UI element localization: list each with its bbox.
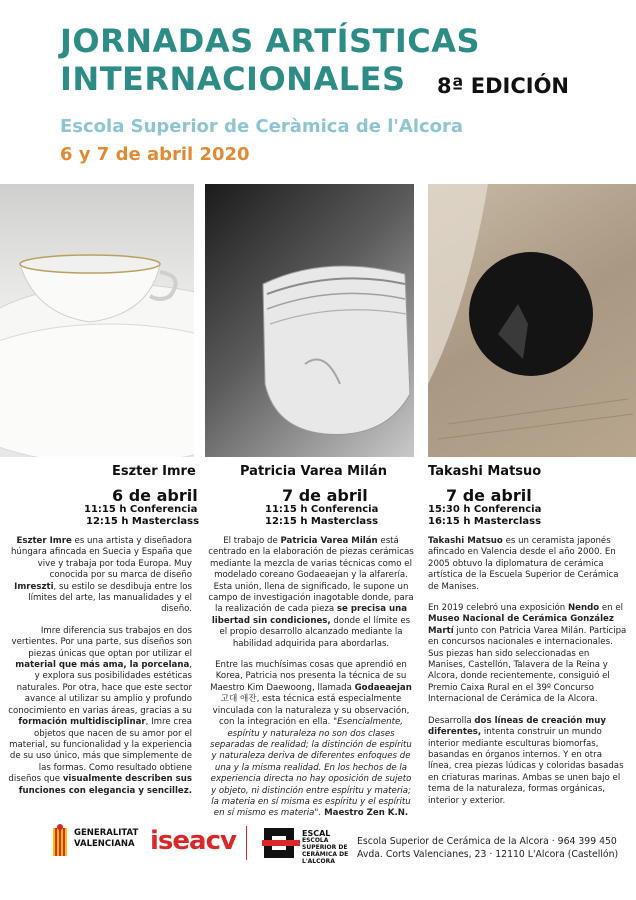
bio-bold: material que más ama, la porcelana	[15, 660, 190, 671]
bio-text: Imre diferencia sus trabajos en dos vertientes. Por una parte, sus diseños son piezas únicas que optan por utilizar el	[11, 625, 192, 659]
generalitat-logo-icon	[50, 824, 70, 860]
footer-address-line-2: Avda. Corts Valencianes, 23 · 12110 L'Alcora (Castellón)	[357, 849, 619, 860]
bio-bold: se precisa una libertad sin condiciones,	[211, 604, 408, 626]
artist-name-1: Eszter Imre	[112, 464, 196, 479]
escal-logo-icon	[262, 826, 300, 860]
bio-text: es una artista y diseñadora húngara afincada en Suecia y España que vive y trabaja por toda Europa. Muy conocida por su marca de diseño	[10, 536, 192, 581]
escal-title: ESCAL	[302, 829, 331, 838]
artist-3-bio	[428, 536, 628, 817]
artist-1-bio-paragraph-2	[8, 626, 192, 797]
generalitat-line-1: GENERALITAT	[74, 828, 139, 838]
bio-bold: Godaeaejan	[354, 682, 412, 693]
bio-text: Desarrolla	[428, 715, 475, 726]
generalitat-logo-text	[74, 828, 138, 850]
bio-bold: Nendo	[567, 603, 600, 614]
artist-date-2: 7 de abril	[282, 486, 368, 505]
bio-bold: Maestro Zen K.N.	[321, 808, 409, 819]
artist-3-session-1: 15:30 h Conferencia	[428, 504, 542, 515]
bio-bold: Imreszti	[14, 581, 54, 592]
bio-bold: Eszter Imre	[16, 536, 72, 546]
event-dates: 6 y 7 de abril 2020	[60, 144, 250, 165]
photo-sculpture-hole	[428, 184, 636, 457]
bio-text: es un ceramista japonés afincado en Valencia desde el año 2000. En 2005 obtuvo la diplomatura de cerámica artística de la Escuela Superior de Cerámica de Manises.	[428, 536, 619, 592]
sculpture-image	[428, 184, 636, 457]
artist-3-session-2: 16:15 h Masterclass	[428, 516, 542, 527]
footer-divider	[246, 826, 247, 860]
zen-quote: "Esencialmente, espíritu y naturaleza no son dos clases separadas de realidad; la distinción de espíritu y naturaleza deriva de diferentes enfoques de una y la misma realidad. En los hechos de la experiencia directa no hay oposición de sujeto y objeto, ni distinción entre espíritu y materia; la materia en sí misma es espíritu y el espíritu en sí mismo es materia".	[210, 717, 412, 819]
artist-2-session-1: 11:15 h Conferencia	[265, 504, 379, 515]
escal-subtitle: ESCOLA SUPERIOR DE CERÀMICA DE L'ALCORA	[302, 837, 349, 865]
artist-3-bio-paragraph-1	[428, 536, 628, 593]
bio-bold: dos líneas de creación muy diferentes,	[428, 715, 606, 738]
white-bowl-image	[205, 184, 414, 457]
artist-name-3: Takashi Matsuo	[428, 464, 542, 479]
bio-text: , Imre crea objetos que nacen de su amor por el material, su funcionalidad y la experiencia de su uso único, más que simplemente de las formas. Como resultado obtiene diseños que	[8, 717, 192, 785]
artist-1-session-2: 12:15 h Masterclass	[86, 516, 200, 527]
bio-bold: Museo Nacional de Cerámica González Martí	[428, 614, 614, 636]
artist-2-session-2: 12:15 h Masterclass	[265, 516, 379, 527]
title-line-1: JORNADAS ARTÍSTICAS	[60, 22, 481, 60]
photo-white-bowl	[205, 184, 414, 457]
artist-2-bio	[208, 536, 414, 830]
bio-text: junto con Patricia Varea Milán. Participa en concursos nacionales e internacionales. Sus piezas han sido seleccionadas en Manises, Castellón, Talavera de la Reina y Alcora, donde recientemente, consiguió el Premio Caixa Rural en el 39º Concurso Internacional de Cerámica de la Alcora.	[428, 625, 627, 705]
artist-1-bio	[8, 536, 192, 807]
bio-bold: visualmente describen sus funciones con elegancia y sencillez.	[18, 774, 192, 796]
artist-date-3: 7 de abril	[446, 486, 532, 505]
artist-2-bio-paragraph-1	[208, 536, 414, 650]
bio-text: intenta construir un mundo interior mediante esculturas biomorfas, basandas en órganos internos. Y en otra línea, crea piezas lúdicas y coloridas basadas en criaturas marinas. Ambas se unen bajo el tema de la naturaleza, formas orgánicas, interior y exterior.	[428, 727, 624, 806]
bio-text: donde el límite es el propio desarrollo alcanzado mediante la habilidad adquirida para abordarlas.	[219, 615, 411, 649]
bio-text: El trabajo de	[223, 536, 281, 546]
edition-label: 8ª EDICIÓN	[437, 74, 570, 98]
escal-logo-text	[302, 830, 350, 865]
artist-3-bio-paragraph-3	[428, 716, 628, 807]
bio-text: En 2019 celebró una exposición	[428, 603, 568, 614]
porcelain-cup-image	[0, 184, 194, 457]
artist-3-bio-paragraph-2	[428, 603, 628, 706]
bio-text: Entre las muchísimas cosas que aprendió en Korea, Patricia nos presenta la técnica de su Maestro Kim Daewoong, llamada	[210, 660, 407, 693]
iseacv-logo: iseacv	[150, 826, 236, 856]
generalitat-line-2: VALENCIANA	[74, 839, 135, 849]
bio-text: , su estilo se desdibuja entre los límites del arte, las manualidades y el diseño.	[28, 581, 192, 615]
bio-bold: Patricia Varea Milán	[280, 536, 378, 546]
title-line-2: INTERNACIONALES	[60, 60, 406, 98]
bio-bold: Takashi Matsuo	[428, 536, 503, 546]
bio-text: , y explora sus posibilidades estéticas naturales. Por otra, hace que este sector avance al utilizar su amplio y profundo conocimiento en varias áreas, gracias a su	[8, 660, 192, 716]
bio-text: en el	[599, 603, 624, 614]
footer-address-line-1: Escola Superior de Cerámica de la Alcora · 964 399 450	[357, 836, 617, 847]
bio-bold: formación multidisciplinar	[18, 717, 146, 728]
artist-2-bio-paragraph-2	[208, 660, 414, 820]
artist-1-bio-paragraph-1	[8, 536, 192, 616]
artist-1-session-1: 11:15 h Conferencia	[84, 504, 198, 515]
school-name: Escola Superior de Ceràmica de l'Alcora	[60, 116, 464, 137]
bio-text: está centrado en la elaboración de piezas cerámicas mediante la mezcla de varias técnicas como el modelado coreano Godaeaejan y la alfarería. Esta unión, llena de significado, le supone un campo de investigación inagotable donde, para la realización de cada pieza	[208, 536, 414, 615]
photo-porcelain-cup	[0, 184, 194, 457]
bio-text: 고대 애잔, esta técnica está especialmente vinculada con la naturaleza y su observación, con la integración en ella.	[212, 694, 410, 728]
artist-name-2: Patricia Varea Milán	[240, 464, 388, 479]
artist-date-1: 6 de abril	[112, 486, 198, 505]
